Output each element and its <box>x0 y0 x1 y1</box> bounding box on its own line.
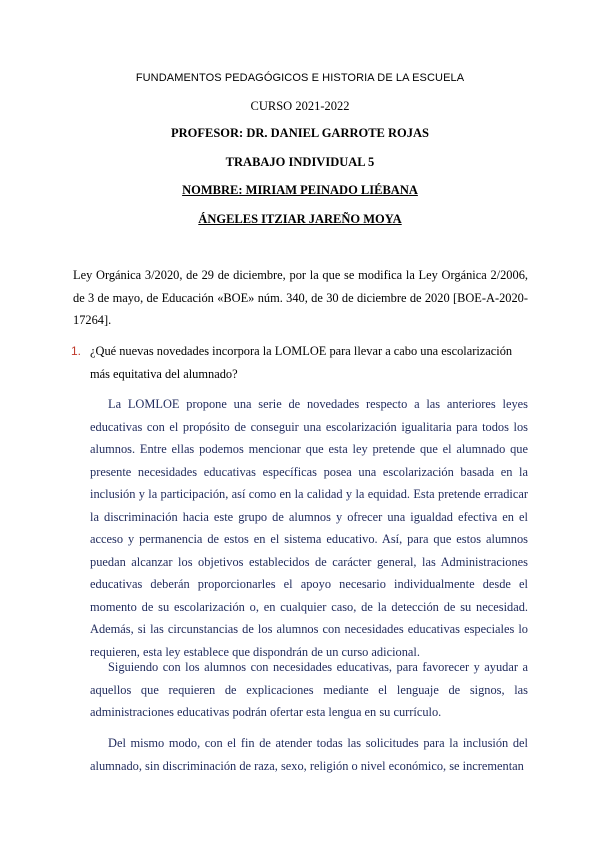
assignment-title: TRABAJO INDIVIDUAL 5 <box>225 155 375 169</box>
answer-paragraph-1: La LOMLOE propone una serie de novedades respecto a las anteriores leyes educativas con el propósito de conseguir una escolarización igualitaria para todos los alumnos. Entre ellas podemos mencionar que esta ley pretende que el alumnado que presente necesidades educativas específicas posea una escolarización basada en la inclusión y la participación, así como en la calidad y la equidad. Esta pretende erradicar la discriminación hacia este grupo de alumnos y ofrecer una igualdad efectiva en el acceso y permanencia de estos en el sistema educativo. Así, para que estos alumnos puedan alcanzar los objetivos establecidos de carácter general, las Administraciones educativas deberán proporcionarles el apoyo necesario individualmente desde el momento de su escolarización o, en cualquier caso, de la detección de su necesidad. Además, si las circunstancias de los alumnos con necesidades educativas especiales lo requieren, esta ley establece que dispondrán de un curso adicional. <box>90 397 528 659</box>
question-text: ¿Qué nuevas novedades incorpora la LOMLOE para llevar a cabo una escolarización más equitativa del alumnado? <box>90 344 513 381</box>
student-name: NOMBRE: MIRIAM PEINADO LIÉBANA <box>182 183 418 197</box>
answer-paragraph-2: Siguiendo con los alumnos con necesidades educativas, para favorecer y ayudar a aquellos que requieren de explicaciones mediante el lenguaje de signos, las administraciones educativas podrán ofertar esta lengua en su currículo. <box>90 660 528 719</box>
professor-line: PROFESOR: DR. DANIEL GARROTE ROJAS <box>170 126 429 140</box>
course-title: FUNDAMENTOS PEDAGÓGICOS E HISTORIA DE LA ESCUELA <box>135 72 465 84</box>
course-year: CURSO 2021-2022 <box>250 99 350 113</box>
law-citation: Ley Orgánica 3/2020, de 29 de diciembre, por la que se modifica la Ley Orgánica 2/2006, de 3 de mayo, de Educación «BOE» núm. 340, de 30 de diciembre de 2020 [BOE-A-2020-17264]. <box>73 268 528 327</box>
answer-paragraph-3: Del mismo modo, con el fin de atender todas las solicitudes para la inclusión del alumnado, sin discriminación de raza, sexo, religión o nivel económico, se incrementan <box>90 736 528 773</box>
question-number: 1. <box>71 344 82 358</box>
student-name-2: ÁNGELES ITZIAR JAREÑO MOYA <box>198 212 402 226</box>
